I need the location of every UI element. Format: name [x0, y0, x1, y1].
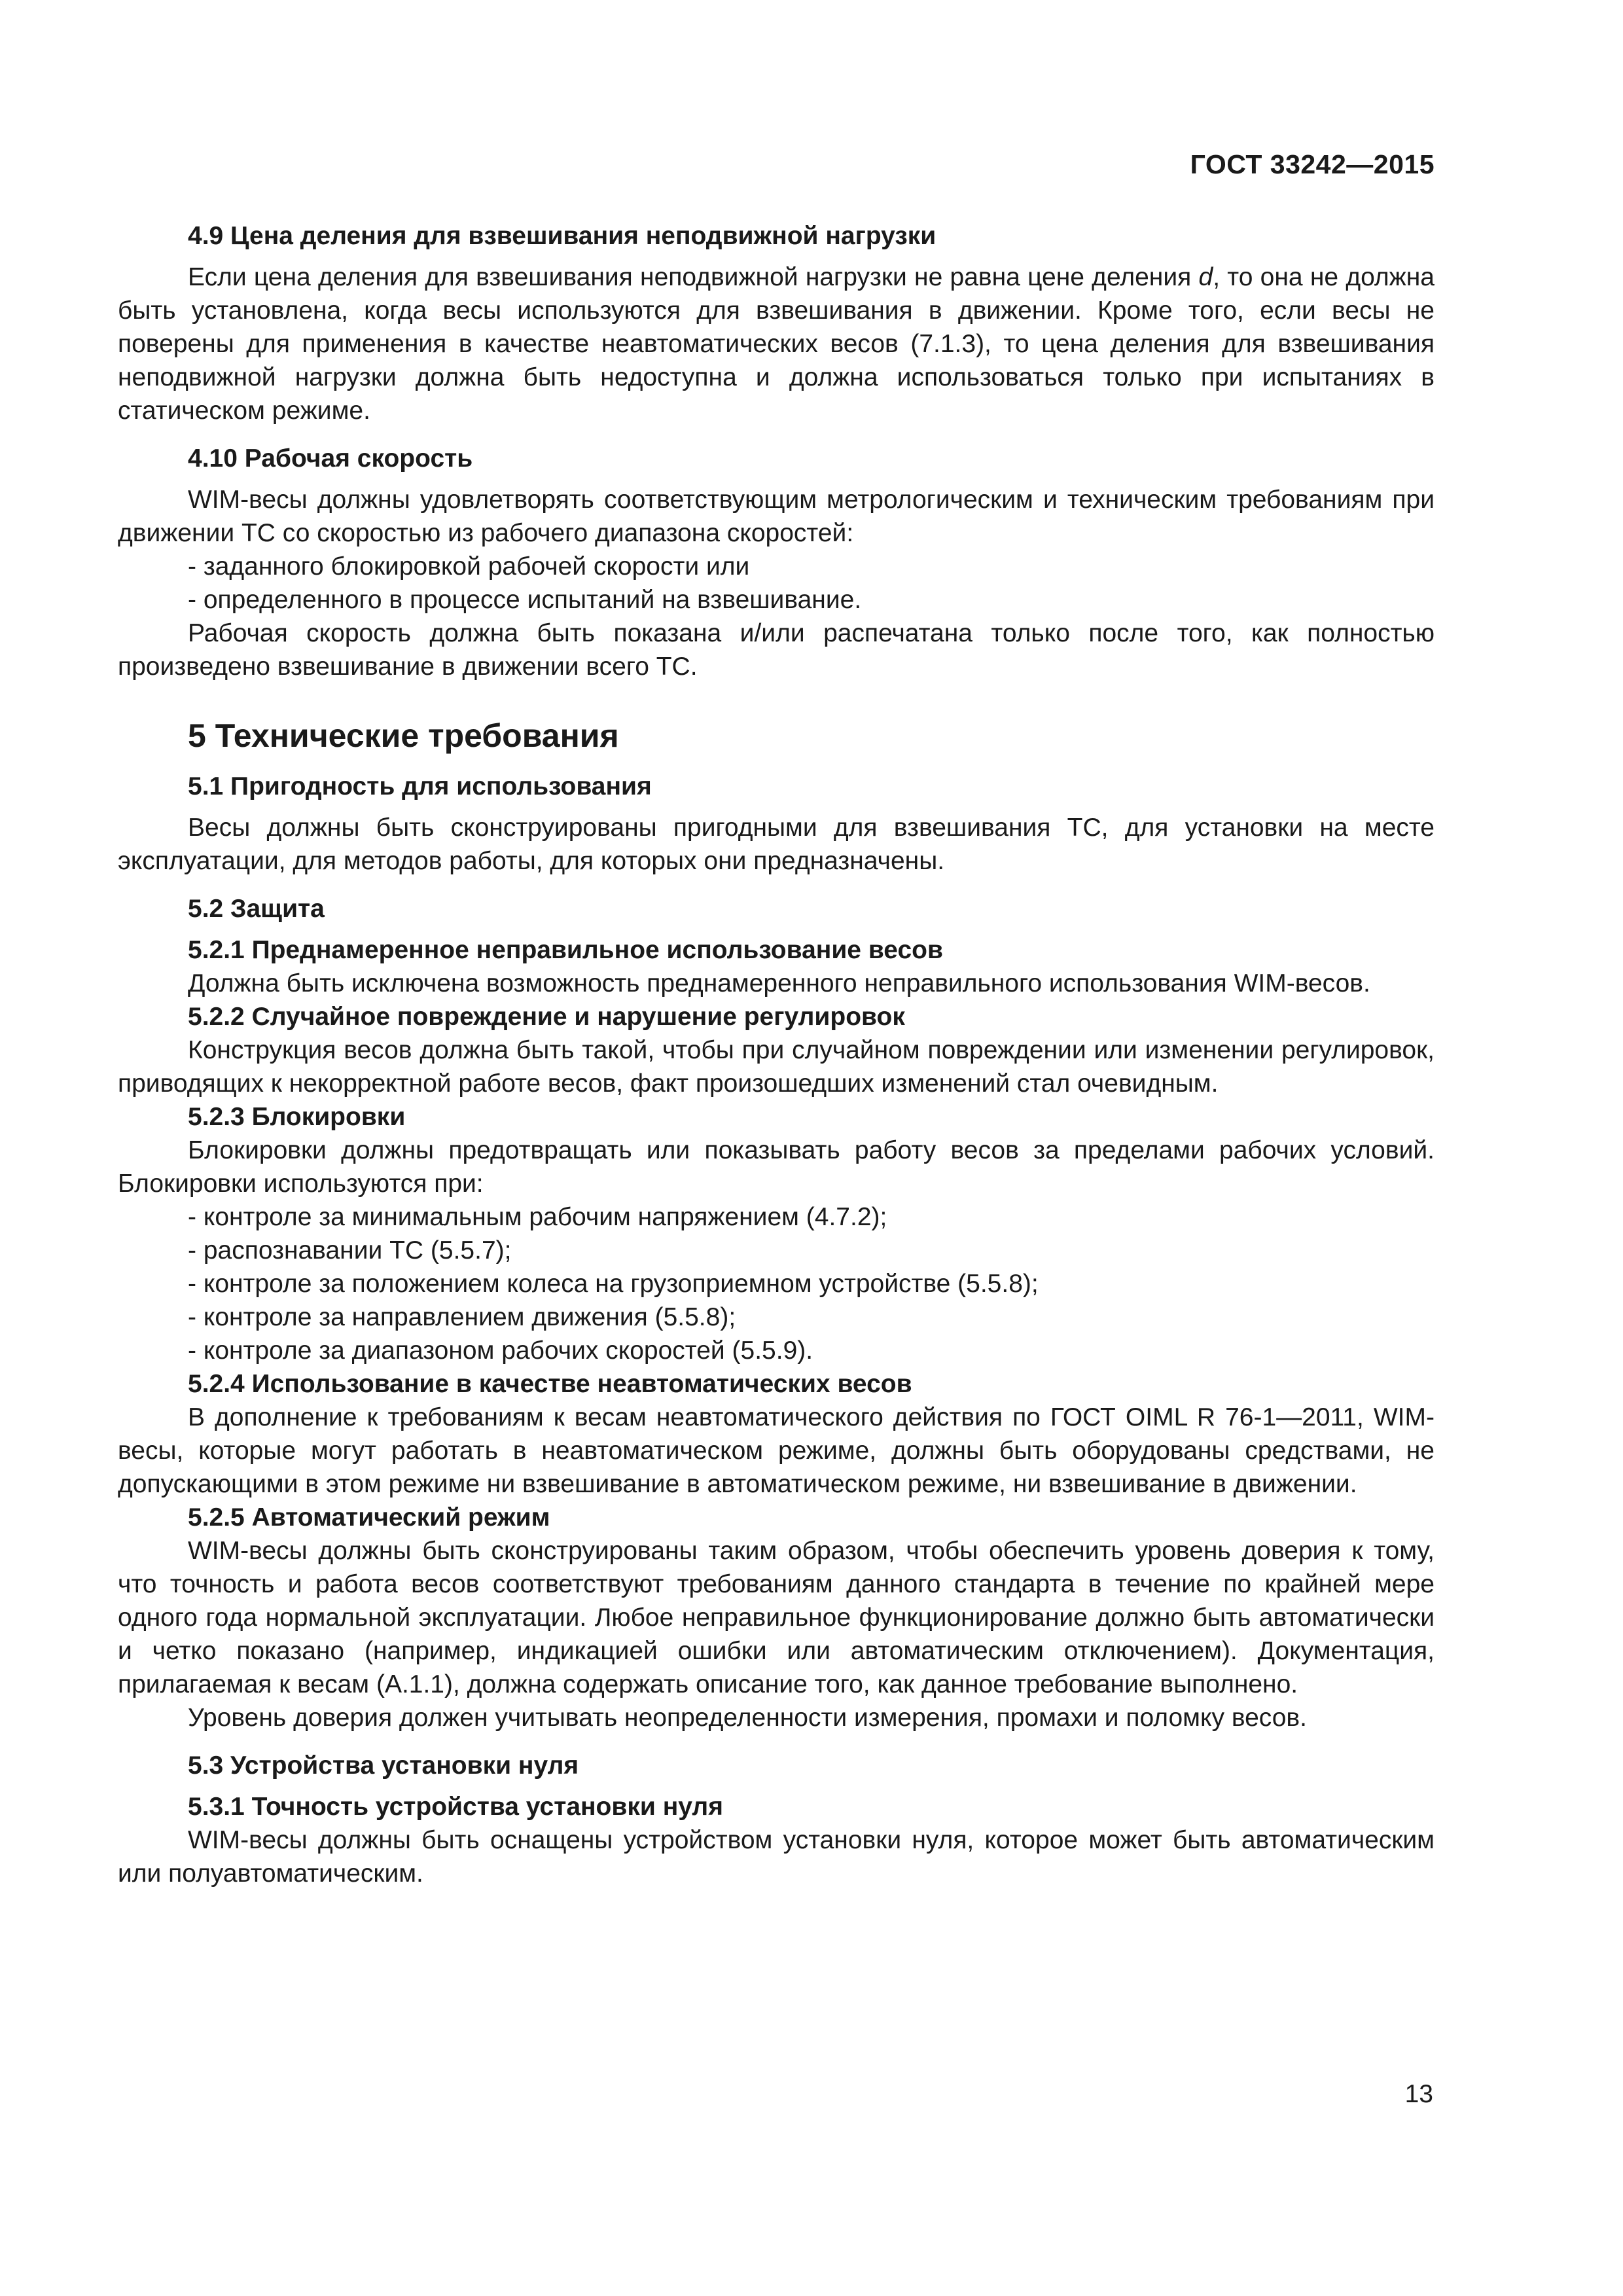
heading-5: 5 Технические требования	[188, 717, 619, 754]
list-item: - контроле за направлением движения (5.5.8);	[188, 1303, 736, 1331]
heading-4-9: 4.9 Цена деления для взвешивания неподвижной нагрузки	[188, 222, 936, 250]
heading-5-2-2: 5.2.2 Случайное повреждение и нарушение регулировок	[188, 1003, 905, 1031]
heading-5-3-1: 5.3.1 Точность устройства установки нуля	[188, 1793, 723, 1821]
paragraph-5-2-3: Блокировки должны предотвращать или показывать работу весов за пределами рабочих условий. Блокировки используются при:	[118, 1136, 1435, 1198]
list-item: - распознавании ТС (5.5.7);	[188, 1236, 512, 1265]
paragraph-5-1: Весы должны быть сконструированы пригодными для взвешивания ТС, для установки на месте эксплуатации, для методов работы, для которых они предназначены.	[118, 814, 1435, 875]
document-code: ГОСТ 33242—2015	[1190, 149, 1435, 179]
paragraph-4-10-1: WIM-весы должны удовлетворять соответствующим метрологическим и техническим требованиям при движении ТС со скоростью из рабочего диапазона скоростей:	[118, 486, 1435, 547]
paragraph-5-2-5-1: WIM-весы должны быть сконструированы таким образом, чтобы обеспечить уровень доверия к тому, что точность и работа весов соответствуют требованиям данного стандарта в течение по крайней мере одного года нормальной эксплуатации. Любое неправильное функционирование должно быть автоматически и четко показано (например, индикацией ошибки или автоматическим отключением). Документация, прилагаемая к весам (А.1.1), должна содержать описание того, как данное требование выполнено.	[118, 1537, 1435, 1698]
paragraph-4-9-part1: Если цена деления для взвешивания неподвижной нагрузки не равна цене деления	[188, 263, 1199, 291]
list-item: - контроле за диапазоном рабочих скоростей (5.5.9).	[188, 1336, 813, 1365]
paragraph-5-3-1: WIM-весы должны быть оснащены устройством установки нуля, которое может быть автоматическим или полуавтоматическим.	[118, 1826, 1435, 1888]
heading-5-2-5: 5.2.5 Автоматический режим	[188, 1503, 550, 1532]
list-item: - контроле за минимальным рабочим напряжением (4.7.2);	[188, 1203, 887, 1231]
heading-5-2-1: 5.2.1 Преднамеренное неправильное использование весов	[188, 936, 943, 964]
heading-5-1: 5.1 Пригодность для использования	[188, 772, 652, 800]
paragraph-4-9	[118, 260, 1435, 427]
paragraph-5-2-4: В дополнение к требованиям к весам неавтоматического действия по ГОСТ OIML R 76-1—2011, WIM-весы, которые могут работать в неавтоматическом режиме, должны быть оборудованы средствами, не допускающими в этом режиме ни взвешивание в автоматическом режиме, ни взвешивание в движении.	[118, 1403, 1435, 1498]
paragraph-4-10-2: Рабочая скорость должна быть показана и/или распечатана только после того, как полностью произведено взвешивание в движении всего ТС.	[118, 619, 1435, 681]
list-item: - контроле за положением колеса на грузоприемном устройстве (5.5.8);	[188, 1270, 1039, 1298]
heading-5-2-4: 5.2.4 Использование в качестве неавтоматических весов	[188, 1370, 912, 1398]
heading-5-2: 5.2 Защита	[188, 895, 325, 923]
list-item: - заданного блокировкой рабочей скорости или	[188, 552, 750, 581]
heading-4-10: 4.10 Рабочая скорость	[188, 444, 473, 473]
paragraph-5-2-1: Должна быть исключена возможность преднамеренного неправильного использования WIM-весов.	[188, 969, 1370, 997]
heading-5-3: 5.3 Устройства установки нуля	[188, 1751, 579, 1780]
list-item: - определенного в процессе испытаний на взвешивание.	[188, 586, 862, 614]
variable-d: d	[1198, 263, 1213, 291]
paragraph-5-2-5-2: Уровень доверия должен учитывать неопределенности измерения, промахи и поломку весов.	[188, 1704, 1307, 1732]
page-number: 13	[1404, 2080, 1433, 2108]
page-content	[118, 219, 1435, 1890]
heading-5-2-3: 5.2.3 Блокировки	[188, 1103, 406, 1131]
paragraph-4-9-part2: , то она не должна быть установлена, когда весы используются для взвешивания в движении. Кроме того, если весы не поверены для применения в качестве неавтоматических весов (7.1.3), то цена деления для взвешивания неподвижной нагрузки должна быть недоступна и должна использоваться только при испытаниях в статическом режиме.	[118, 263, 1435, 425]
paragraph-5-2-2: Конструкция весов должна быть такой, чтобы при случайном повреждении или изменении регулировок, приводящих к некорректной работе весов, факт произошедших изменений стал очевидным.	[118, 1036, 1435, 1098]
